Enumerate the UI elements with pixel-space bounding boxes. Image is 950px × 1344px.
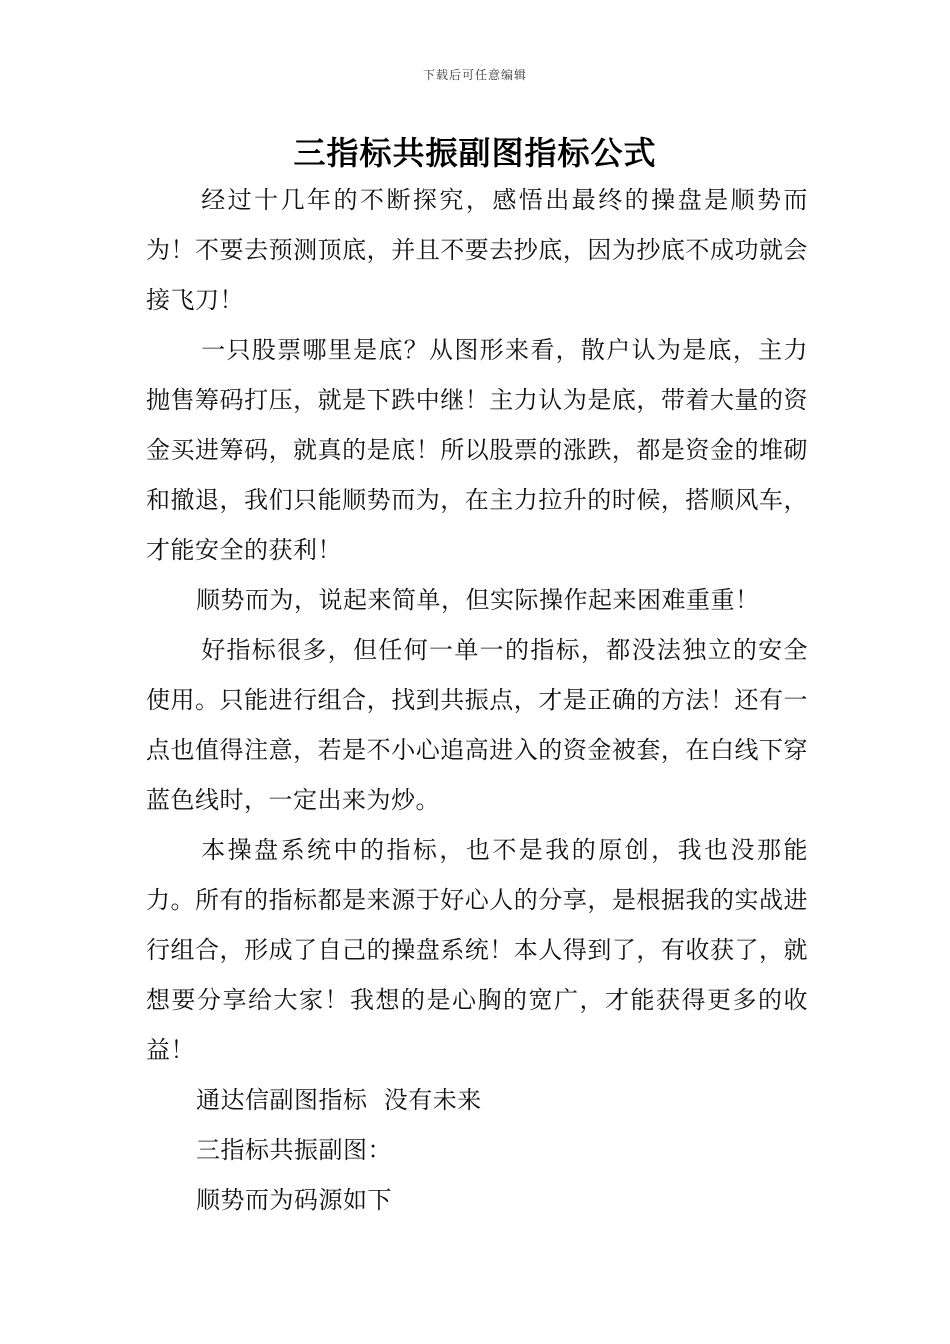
paragraph: 顺势而为码源如下: [196, 1186, 392, 1214]
paragraph: 一只股票哪里是底？从图形来看，散户认为是底，主力抛售筹码打压，就是下跌中继！主力认为是底，带着大量的资金买进筹码，就真的是底！所以股票的涨跌，都是资金的堆砌和撤退，我们只能顺势而为，在主力拉升的时候，搭顺风车，才能安全的获利！: [146, 336, 808, 564]
paragraph: 通达信副图指标 没有未来: [196, 1086, 482, 1114]
document-title: 三指标共振副图指标公式: [293, 134, 657, 172]
paragraph: 顺势而为，说起来简单，但实际操作起来困难重重！: [196, 586, 760, 614]
paragraph: 三指标共振副图：: [196, 1136, 392, 1164]
document-body: [146, 175, 808, 1225]
header-note: 下载后可任意编辑: [422, 68, 527, 82]
paragraph: 本操盘系统中的指标，也不是我的原创，我也没那能力。所有的指标都是来源于好心人的分享，是根据我的实战进行组合，形成了自己的操盘系统！本人得到了，有收获了，就想要分享给大家！我想的是心胸的宽广，才能获得更多的收益！: [146, 836, 808, 1064]
paragraph: 好指标很多，但任何一单一的指标，都没法独立的安全使用。只能进行组合，找到共振点，才是正确的方法！还有一点也值得注意，若是不小心追高进入的资金被套，在白线下穿蓝色线时，一定出来为炒。: [146, 636, 808, 814]
paragraph: 经过十几年的不断探究，感悟出最终的操盘是顺势而为！不要去预测顶底，并且不要去抄底，因为抄底不成功就会接飞刀！: [146, 186, 808, 314]
